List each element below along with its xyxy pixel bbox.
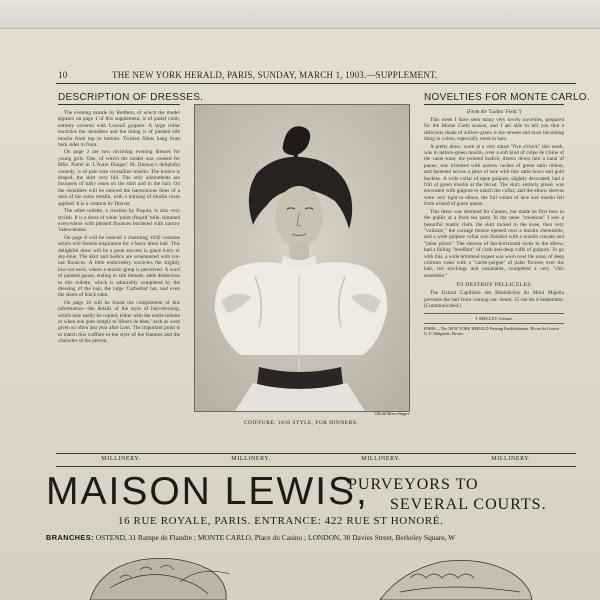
page-header [58, 70, 578, 82]
paragraph: The Extrait Capillaire des Bénédictins du Mont Majella prevents the hair from coming out. Senet, 35 rue du 4-Septembre. (Communicated.) [424, 290, 564, 309]
left-column-title: DESCRIPTION OF DRESSES. [58, 92, 204, 103]
advert-purveyors: PURVEYORS TO [348, 476, 479, 493]
left-column-body [58, 110, 180, 345]
page-number: 10 [58, 70, 68, 80]
photo-caption: COIFFURE, 1830 STYLE, FOR DINNERS. [243, 420, 359, 426]
closing-text [424, 290, 564, 309]
paragraph: This week I have seen many very lovely novelties, prepared for the Monte Carlo season, and I am able to tell you that a delicious shade of willow-green is the newest and most becoming thing in colors, especially rossé in hats. [424, 117, 564, 143]
paragraph: A pretty dress, worn at a very smart "five o'clock" this week, was in lettuce-green muslin, over a soft kind of crêpe de Chine of the same tone; the pointed bodice, drawn down into a band of panne, was trimmed with narrow ruches of green satin ribbon, and fastened across a jabot of lace with tiny satin bows and gold buckles. A wide collar of open guipure, slightly decorated, had a frill of green muslin at the throat. The skirt, entirely plissé, was encrusted with guipure to match the collar; and the elbow sleeves were very tight to elbow, the full volant of lace and muslin fell from a band of green panne. [424, 143, 564, 208]
subhead: TO DESTROY PELLICULES. [455, 282, 533, 289]
masthead-title: THE NEW YORK HERALD, PARIS, SUNDAY, MARCH 1, 1903.—SUPPLEMENT. [112, 70, 438, 80]
source-line: (From the "Ladies' Field.") [466, 110, 522, 115]
advert-address: 16 RUE ROYALE, PARIS. ENTRANCE: 422 RUE ST HONORÉ. [118, 515, 444, 527]
right-column-title: NOVELTIES FOR MONTE CARLO. [424, 92, 590, 103]
millinery-label: MILLINERY. [231, 456, 271, 462]
signature: J. MELLET, Géraut. [424, 313, 564, 321]
right-column-body [424, 117, 564, 279]
portrait-photo [194, 104, 410, 412]
advert-brand-name: MAISON LEWIS, [46, 470, 369, 513]
branches-label: BRANCHES: [46, 533, 94, 542]
paragraph: The other toilette, a creation by Paquin, is also very stylish. It is a dress of white 'point d'esprit' tulle, trimmed everywhere with pleated flounces bordered with narrow Valenciennes. [58, 208, 180, 234]
advert-courts: SEVERAL COURTS. [390, 496, 547, 513]
advert-branches [46, 533, 576, 542]
paragraph: On page 10 will be found the complement of this information—the details of the style of hair-dressing, which may easily be copied, either with the entire toilette or when one goes simply to 'dîners de têtes,' such as were given so often last year after Lent. The important point is to match this coiffure to the style of the features and the character of the person. [58, 299, 180, 345]
portrait-illustration [195, 105, 409, 411]
paragraph: On page 8 will be noticed a charming 1830 costume which will furnish inspiration for a fancy dress ball. This delightful dress will be a great success in glacé ivory or sky-blue. The skirt and bodice are ornamented with cut-out flounces. A little embroidery encircles the slightly low-cut neck, where a muslin gimp is perceived. A scarf of painted gauze, ending in silk threads, adds distinction to this toilette, which is admirably completed by the dressing of the hair, the large 'Cathedral' hat, and even the shoes of black satin. [58, 234, 180, 299]
paragraph: The evening mantle by Redfern, of which the model appears on page 1 of this supplement, is of pastel cloth, entirely covered with Luxeuil guipure. A large collar encircles the shoulders and the lining is of pleated silk muslin from top to bottom. Twisted fillets hang from both sides in front. [58, 110, 180, 149]
page-edge [0, 0, 600, 29]
branches-list: OSTEND, 31 Rampe de Flandre ; MONTE CARLO, Place du Casino ; LONDON, 30 Davies Street, Berkeley Square, W [95, 533, 456, 542]
right-column [424, 92, 590, 337]
paragraph: This dress was destined for Cannes, but made its first bow to the public at a Paris tea party. In the same "creations" I saw a beautiful mastic cloth, the skirt tucked to the knee, then very "voilante," the corsage blouse opened over a muslin chemisette, and a wide guipure collar was finished with a muslin cravate and "jabot plissé." The sleeves of fan-horizontal tucks to the elbow, had a falling "bouffant" of cloth and deep cuffs of guipure. To go with this, a wide brimmed toquet was worn over the nose, of deep crimson roses with a "cache-peigne" of paler flowers over the hair, red stockings and unsuitable, completed a very "chic ensemble." [424, 208, 564, 279]
millinery-label: MILLINERY. [101, 456, 141, 462]
millinery-label: MILLINERY. [361, 456, 401, 462]
printer-imprint: PARIS.—The NEW YORK HERALD Printing Establishment, 38 rue du Louvre. G. F. Mulgandt, Printer. [424, 323, 564, 336]
millinery-banner [56, 453, 576, 467]
millinery-label: MILLINERY. [491, 456, 531, 462]
left-column [58, 92, 204, 346]
paragraph: On page 2 are two ravishing evening dresses for young girls. One, of which the model was created for Mlle. Poiret in 'L'Autre Danger,' M. Donnay's delightful comedy, is of pale rose crystalline muslin. The bodice is draped, the skirt very full. The only adornments are bouquets of baby roses on the skirt and in the hair. On the shoulders will be noticed the harmonious lines of a sash of the same muslin, with a training of muslin roses applied. It is a creation by Doucet. [58, 149, 180, 207]
photo-credit: Olivid Bencelinger. [374, 411, 410, 416]
hat-illustrations [0, 548, 600, 600]
header-rule [56, 83, 576, 84]
